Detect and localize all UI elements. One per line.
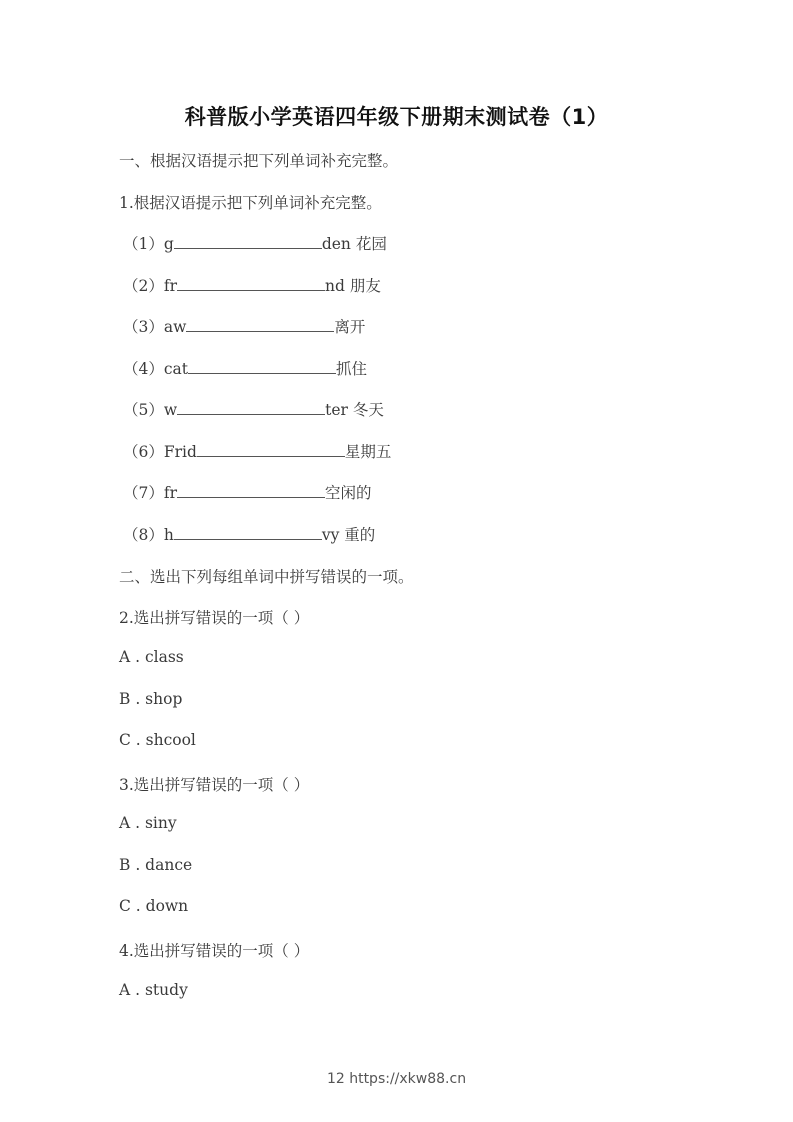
answer-blank[interactable] <box>174 525 322 540</box>
item-prefix: h <box>163 526 174 544</box>
fill-item-2 <box>123 274 381 296</box>
question-2-option-a[interactable]: A . class <box>119 648 184 666</box>
item-prefix: w <box>163 401 178 419</box>
question-1-stem: 1.根据汉语提示把下列单词补充完整。 <box>119 194 382 212</box>
item-number: （8） <box>123 526 164 544</box>
item-prefix: fr <box>163 484 178 502</box>
item-prefix: fr <box>163 277 178 295</box>
page-title: 科普版小学英语四年级下册期末测试卷（1） <box>184 105 609 129</box>
fill-item-6 <box>123 440 391 462</box>
item-number: （3） <box>123 318 164 336</box>
item-suffix: 空闲的 <box>325 484 372 502</box>
fill-item-4 <box>123 357 367 379</box>
item-number: （7） <box>123 484 164 502</box>
question-4-option-a[interactable]: A . study <box>119 981 188 999</box>
section-2-heading: 二、选出下列每组单词中拼写错误的一项。 <box>119 568 414 586</box>
item-suffix: ter 冬天 <box>325 401 384 419</box>
question-3-option-b[interactable]: B . dance <box>119 856 193 874</box>
fill-item-8 <box>123 523 375 545</box>
item-number: （1） <box>123 235 164 253</box>
question-3-option-c[interactable]: C . down <box>119 897 189 915</box>
item-number: （6） <box>123 443 164 461</box>
item-suffix: nd 朋友 <box>325 277 381 295</box>
answer-blank[interactable] <box>197 442 345 457</box>
section-1-heading: 一、根据汉语提示把下列单词补充完整。 <box>119 152 399 170</box>
fill-item-5 <box>123 398 384 420</box>
item-suffix: 星期五 <box>344 443 392 461</box>
question-2-option-c[interactable]: C . shcool <box>119 731 196 749</box>
item-suffix: vy 重的 <box>321 526 376 544</box>
question-3-stem: 3.选出拼写错误的一项（ ） <box>119 776 310 794</box>
item-prefix: cat <box>163 360 189 378</box>
page-footer: 12 https://xkw88.cn <box>326 1071 467 1087</box>
item-number: （2） <box>123 277 164 295</box>
answer-blank[interactable] <box>186 317 334 332</box>
answer-blank[interactable] <box>177 400 325 415</box>
question-4-stem: 4.选出拼写错误的一项（ ） <box>119 942 310 960</box>
item-prefix: Frid <box>163 443 197 461</box>
item-suffix: den 花园 <box>321 235 387 253</box>
item-suffix: 离开 <box>334 318 366 336</box>
question-2-option-b[interactable]: B . shop <box>119 690 183 708</box>
fill-item-7 <box>123 481 372 503</box>
item-suffix: 抓住 <box>336 360 368 378</box>
fill-item-3 <box>123 315 365 337</box>
item-prefix: g <box>163 235 174 253</box>
question-3-option-a[interactable]: A . siny <box>119 814 177 832</box>
answer-blank[interactable] <box>188 359 336 374</box>
item-number: （4） <box>123 360 164 378</box>
item-prefix: aw <box>163 318 187 336</box>
question-2-stem: 2.选出拼写错误的一项（ ） <box>119 609 310 627</box>
answer-blank[interactable] <box>177 276 325 291</box>
answer-blank[interactable] <box>177 483 325 498</box>
item-number: （5） <box>123 401 164 419</box>
fill-item-1 <box>123 232 387 254</box>
answer-blank[interactable] <box>174 234 322 249</box>
